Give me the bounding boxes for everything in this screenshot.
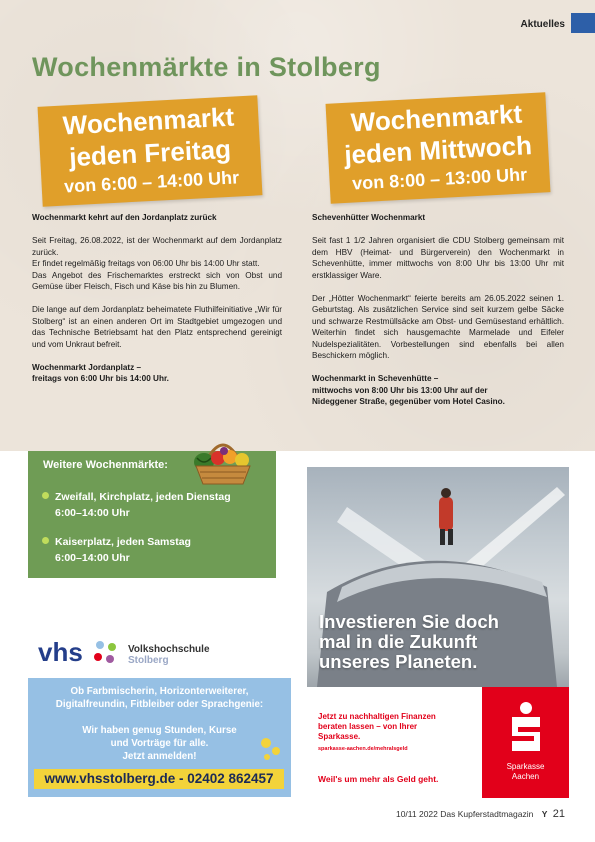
page-footer (396, 808, 565, 820)
vhs-logo: vhs (38, 637, 83, 667)
vhs-advertisement (28, 631, 291, 797)
ad-body-text (318, 712, 478, 742)
bank-name-line: Sparkasse (506, 762, 545, 771)
section-label: Aktuelles (520, 19, 565, 30)
ad-body-line: beraten lassen – von Ihrer (318, 722, 418, 731)
article-paragraph: Das Angebot des Frischemarktes erstreckt sich von Obst und Gemüse über Fleisch, Fisch und Käse bis hin zu Blumen. (32, 270, 282, 291)
article-jordanplatz (32, 212, 282, 396)
ad-headline-line: unseres Planeten. (319, 651, 478, 672)
article-paragraph: Seit fast 1 1/2 Jahren organisiert die CDU Stolberg gemeinsam mit dem HBV (Heimat- und Bürgerverein) den Wochenmarkt in Schevenhütte, immer mittwochs von 8:00 Uhr bis 13:00 Uhr mit erstklassiger Ware. (312, 236, 564, 280)
badge-friday-line2: jeden Freitag (68, 133, 232, 173)
vhs-name: Volkshochschule (128, 644, 210, 655)
bullet-icon (42, 492, 49, 499)
ad-slogan: Weil's um mehr als Geld geht. (318, 774, 439, 784)
badge-friday-line1: Wochenmarkt (62, 101, 235, 141)
ad-headline (319, 612, 559, 672)
ad-body-line: Jetzt zu nachhaltigen Finanzen (318, 712, 436, 721)
vhs-bubble-icon (258, 735, 286, 763)
badge-friday-line3: von 6:00 – 14:00 Uhr (63, 167, 240, 197)
article-paragraph: Der „Hötter Wochenmarkt“ feierte bereits am 26.05.2022 seinen 1. Geburtstag. Als zusätzlichen Service sind seit kurzem gelbe Säcke und schwarze Restmüllsäcke am Obst- und Gemüsestand erhältlich. Weiterhin findet sich hausgemachte Marmelade und Eifeler Nudelspezialitäten. Vorbestellungen sind ebenfalls bei allen Beschickern möglich. (312, 293, 564, 360)
vhs-text: Ob Farbmischerin, Horizonterweiterer, Digitalfreundin, Fitbleiber oder Sprachgenie: (55, 686, 264, 710)
market-item (42, 534, 191, 566)
badge-wednesday-line3: von 8:00 – 13:00 Uhr (351, 164, 528, 194)
market-item (42, 489, 231, 521)
issue-label: 10/11 2022 Das Kupferstadtmagazin (395, 809, 534, 819)
fruit-basket-icon (188, 436, 258, 488)
article-schevenhuette (312, 212, 564, 419)
vhs-header (28, 631, 291, 678)
page-number: 21 (552, 808, 565, 820)
article-footer-line: Nideggener Straße, gegenüber vom Hotel Casino. (312, 397, 505, 406)
vhs-contact-bar: www.vhsstolberg.de - 02402 862457 (34, 769, 284, 789)
ad-body-line: Sparkasse. (318, 732, 361, 741)
bank-name-line: Aachen (511, 772, 540, 781)
bullet-icon (42, 537, 49, 544)
ad-headline-line: mal in die Zukunft (319, 631, 478, 652)
vhs-cta (38, 724, 281, 763)
badge-wednesday (326, 92, 551, 203)
vhs-cta-line: Jetzt anmelden! (122, 751, 197, 762)
article-heading: Wochenmarkt kehrt auf den Jordanplatz zurück (32, 213, 217, 222)
article-footer-line: freitags von 6:00 Uhr bis 14:00 Uhr. (32, 374, 169, 383)
ad-headline-line: Investieren Sie doch (319, 611, 499, 632)
badge-friday (38, 95, 263, 206)
market-time: 6:00–14:00 Uhr (55, 507, 130, 519)
market-time: 6:00–14:00 Uhr (55, 552, 130, 564)
article-paragraph: Seit Freitag, 26.08.2022, ist der Wochenmarkt auf dem Jordanplatz zurück. (32, 236, 282, 257)
badge-wednesday-line1: Wochenmarkt (350, 98, 523, 138)
page-title: Wochenmärkte in Stolberg (32, 52, 381, 82)
article-heading: Schevenhütter Wochenmarkt (312, 213, 426, 222)
article-paragraph: Er findet regelmäßig freitags von 06:00 Uhr bis 14:00 Uhr statt. (32, 259, 260, 268)
article-footer-line: Wochenmarkt Jordanplatz – (32, 362, 142, 372)
article-footer-line: Wochenmarkt in Schevenhütte – (312, 374, 439, 383)
badge-wednesday-line2: jeden Mittwoch (343, 130, 533, 170)
vhs-cta-line: Wir haben genug Stunden, Kurse (82, 725, 237, 736)
sparkasse-logo-panel (482, 687, 569, 798)
y-icon: Y (541, 809, 548, 819)
vhs-dots-icon (92, 639, 122, 669)
vhs-city: Stolberg (128, 655, 169, 666)
vhs-cta-line: und Vorträge für alle. (110, 738, 209, 749)
article-footer-line: mittwochs von 8:00 Uhr bis 13:00 Uhr auf der (312, 385, 488, 395)
market-place: Kaiserplatz, jeden Samstag (55, 536, 191, 548)
more-markets-title: Weitere Wochenmärkte: (43, 459, 168, 471)
section-accent-bar (571, 13, 595, 33)
sparkasse-logo-icon (508, 701, 544, 753)
article-paragraph: Die lange auf dem Jordanplatz beheimatete Fluthilfeinitiative „Wir für Stolberg“ ist an einen anderen Ort im Stadtgebiet umgezogen und das Technische Betriebsamt hat den Platz entsprechend gereinigt und vom Unkraut befreit. (32, 305, 282, 349)
ad-url[interactable]: sparkasse-aachen.de/mehralsgeld (318, 746, 408, 752)
market-place: Zweifall, Kirchplatz, jeden Dienstag (55, 491, 231, 503)
sparkasse-advertisement (307, 467, 569, 798)
bank-name (482, 762, 569, 782)
